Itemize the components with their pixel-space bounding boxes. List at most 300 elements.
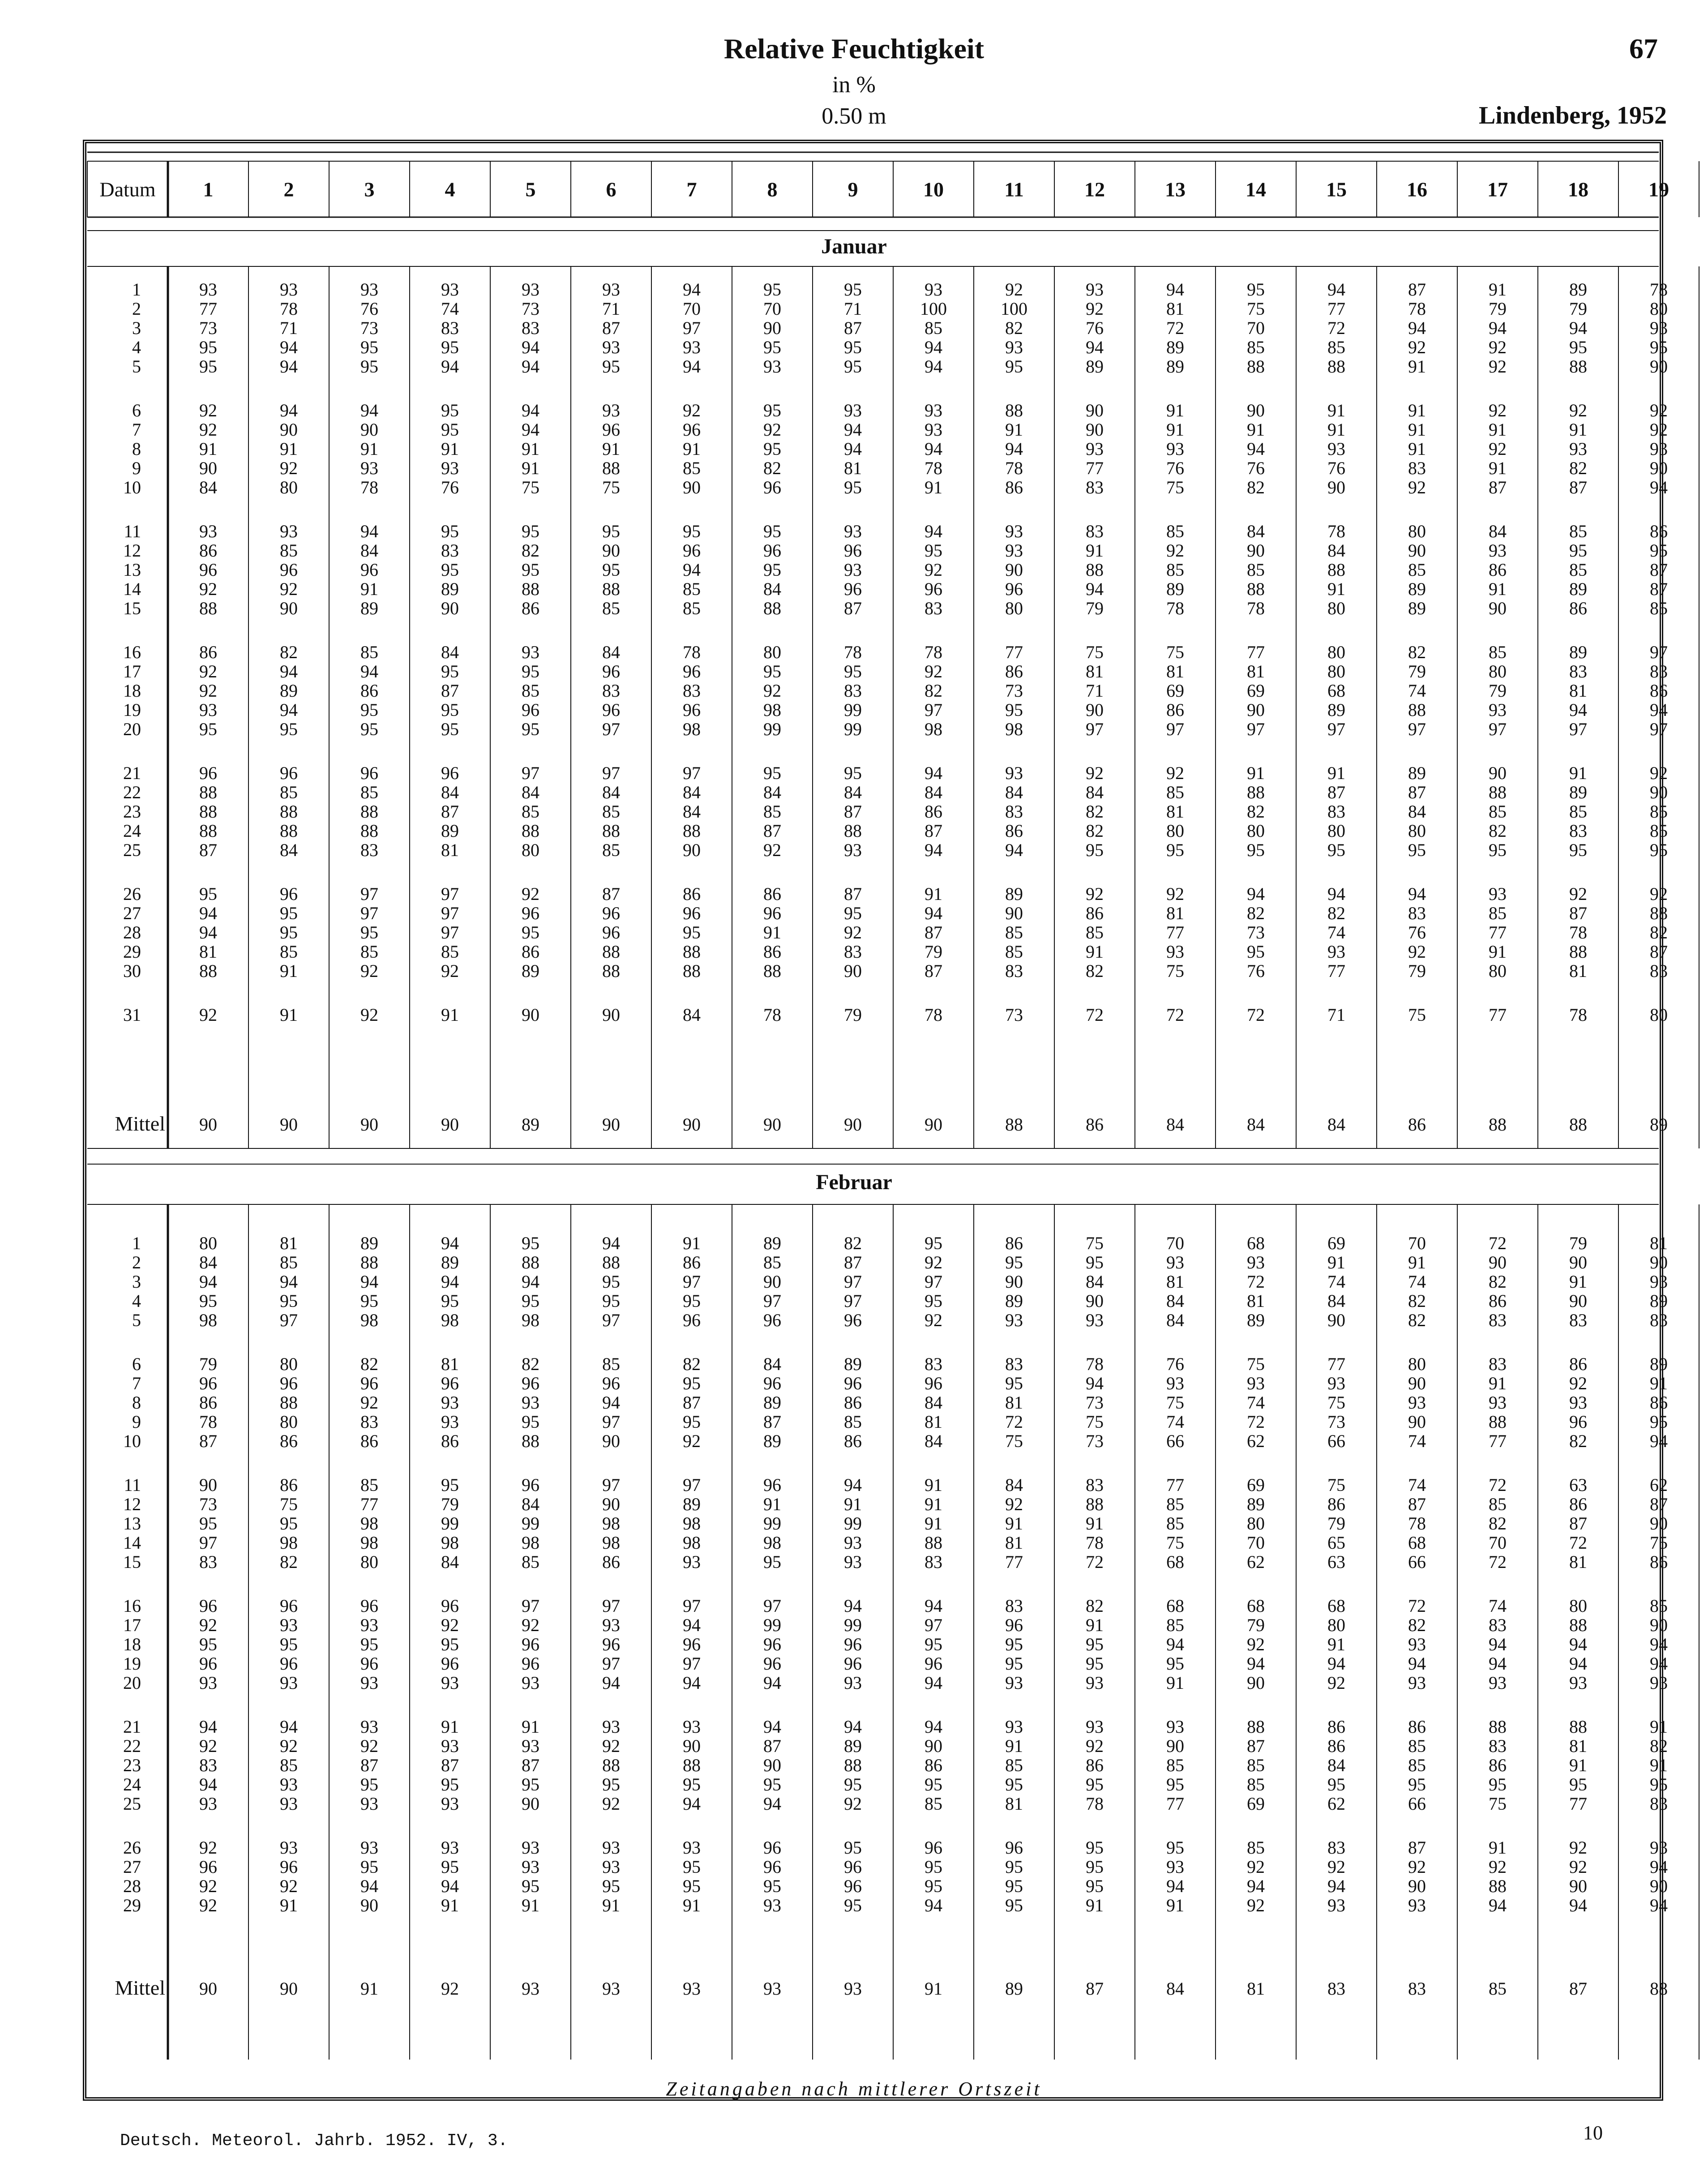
humidity-value: 92 [280,1736,298,1756]
humidity-value: 69 [1327,1233,1345,1253]
humidity-value: 94 [683,1673,701,1693]
humidity-value: 91 [925,884,942,904]
column-header-hour: 14 [1246,178,1266,201]
humidity-value: 95 [199,1513,217,1533]
humidity-value: 95 [360,700,378,720]
humidity-value: 94 [1086,579,1104,599]
humidity-value: 89 [1247,1310,1265,1330]
humidity-value: 92 [1086,763,1104,783]
humidity-value: 95 [1489,840,1507,860]
humidity-value: 97 [441,884,459,904]
humidity-value: 83 [925,1354,942,1374]
humidity-value: 90 [1408,1373,1426,1393]
humidity-value: 81 [1569,1736,1587,1756]
row-day-label: 10 [123,477,141,497]
humidity-value: 88 [602,458,620,478]
humidity-value: 68 [1166,1552,1184,1572]
humidity-value: 88 [1489,1717,1507,1737]
humidity-value: 91 [1005,1513,1023,1533]
humidity-value: 94 [1569,318,1587,338]
humidity-value: 85 [1569,521,1587,541]
humidity-value: 96 [602,420,620,440]
humidity-value: 94 [602,1673,620,1693]
humidity-value: 90 [199,1475,217,1495]
humidity-value: 94 [1247,1876,1265,1896]
humidity-value: 91 [441,439,459,459]
row-day-label: 25 [123,840,141,860]
humidity-value: 85 [1650,821,1668,841]
humidity-value: 96 [683,420,701,440]
humidity-value: 97 [602,1310,620,1330]
humidity-value: 81 [1166,903,1184,923]
humidity-value: 77 [1327,1354,1345,1374]
humidity-value: 85 [1166,560,1184,580]
humidity-value: 92 [360,1005,378,1025]
humidity-value: 85 [1408,1755,1426,1775]
humidity-value: 85 [1569,801,1587,822]
humidity-value: 96 [602,903,620,923]
humidity-value: 96 [280,763,298,783]
hourly-mean-value: 93 [602,1979,620,1999]
humidity-value: 93 [522,1837,539,1858]
humidity-value: 87 [441,801,459,822]
humidity-value: 89 [1569,579,1587,599]
humidity-value: 80 [1408,821,1426,841]
hourly-mean-value: 84 [1247,1114,1265,1135]
humidity-value: 93 [602,337,620,357]
humidity-value: 69 [1166,681,1184,701]
humidity-value: 80 [1327,661,1345,681]
humidity-value: 96 [763,540,781,561]
humidity-value: 75 [1327,1392,1345,1413]
humidity-value: 93 [1569,1673,1587,1693]
humidity-value: 95 [602,1272,620,1292]
humidity-value: 88 [280,821,298,841]
humidity-value: 93 [1650,439,1668,459]
humidity-value: 84 [199,1252,217,1272]
humidity-value: 93 [1247,1252,1265,1272]
humidity-value: 89 [1569,782,1587,802]
humidity-value: 75 [1166,1392,1184,1413]
humidity-value: 72 [1247,1005,1265,1025]
column-header-hour: 16 [1407,178,1427,201]
humidity-value: 86 [1569,1494,1587,1514]
humidity-value: 96 [280,884,298,904]
humidity-value: 93 [1086,279,1104,300]
humidity-value: 94 [1327,884,1345,904]
humidity-value: 97 [683,763,701,783]
humidity-value: 85 [1247,1837,1265,1858]
humidity-value: 93 [1489,540,1507,561]
humidity-value: 84 [683,801,701,822]
humidity-value: 96 [522,1634,539,1654]
humidity-value: 90 [1569,1291,1587,1311]
humidity-value: 90 [1086,1291,1104,1311]
humidity-value: 94 [844,1717,862,1737]
humidity-value: 96 [844,1876,862,1896]
humidity-value: 97 [1569,719,1587,739]
humidity-value: 85 [602,1354,620,1374]
humidity-value: 93 [844,1552,862,1572]
humidity-value: 86 [360,1431,378,1451]
humidity-value: 79 [844,1005,862,1025]
humidity-value: 87 [441,1755,459,1775]
humidity-value: 94 [1569,700,1587,720]
humidity-value: 90 [199,458,217,478]
humidity-value: 97 [522,1596,539,1616]
humidity-value: 95 [1086,1653,1104,1674]
humidity-value: 92 [1086,299,1104,319]
humidity-value: 83 [360,1412,378,1432]
humidity-value: 68 [1166,1596,1184,1616]
humidity-value: 84 [280,840,298,860]
humidity-value: 96 [844,540,862,561]
humidity-value: 95 [360,337,378,357]
humidity-value: 78 [1650,279,1668,300]
humidity-value: 90 [602,540,620,561]
humidity-value: 82 [1489,1272,1507,1292]
humidity-value: 75 [1166,477,1184,497]
humidity-value: 84 [763,579,781,599]
humidity-value: 70 [763,299,781,319]
humidity-value: 81 [199,942,217,962]
humidity-value: 77 [1569,1794,1587,1814]
humidity-value: 93 [1569,439,1587,459]
humidity-value: 69 [1247,1475,1265,1495]
humidity-value: 92 [1327,1857,1345,1877]
row-day-label: 15 [123,598,141,618]
humidity-value: 95 [925,1233,942,1253]
humidity-value: 86 [1650,1552,1668,1572]
humidity-value: 96 [441,1596,459,1616]
humidity-value: 95 [763,337,781,357]
humidity-value: 90 [844,961,862,981]
humidity-value: 90 [1650,1252,1668,1272]
humidity-value: 83 [844,681,862,701]
humidity-value: 80 [280,477,298,497]
humidity-value: 79 [1086,598,1104,618]
humidity-value: 75 [1489,1794,1507,1814]
humidity-value: 76 [1327,458,1345,478]
humidity-value: 91 [1489,420,1507,440]
humidity-value: 95 [360,719,378,739]
humidity-value: 78 [1408,299,1426,319]
humidity-value: 93 [1166,942,1184,962]
humidity-value: 88 [602,961,620,981]
humidity-value: 96 [360,1373,378,1393]
humidity-value: 95 [199,884,217,904]
humidity-value: 76 [360,299,378,319]
hourly-mean-value: 90 [683,1114,701,1135]
humidity-value: 82 [522,540,539,561]
humidity-value: 94 [522,356,539,377]
humidity-value: 62 [1650,1475,1668,1495]
humidity-value: 72 [1086,1005,1104,1025]
humidity-value: 96 [522,903,539,923]
humidity-value: 88 [1247,356,1265,377]
humidity-value: 82 [1086,801,1104,822]
humidity-value: 96 [844,1857,862,1877]
humidity-value: 94 [1327,279,1345,300]
humidity-value: 90 [360,1895,378,1915]
humidity-value: 90 [1569,1876,1587,1896]
humidity-value: 86 [199,540,217,561]
row-day-label: 28 [123,922,141,942]
humidity-value: 84 [1086,1272,1104,1292]
humidity-value: 88 [1247,579,1265,599]
humidity-value: 91 [1650,1373,1668,1393]
humidity-value: 89 [1569,279,1587,300]
humidity-value: 69 [1247,1794,1265,1814]
humidity-value: 95 [522,1774,539,1795]
hourly-mean-value: 87 [1086,1979,1104,1999]
humidity-value: 96 [763,477,781,497]
humidity-value: 95 [1086,1252,1104,1272]
humidity-value: 94 [199,1717,217,1737]
row-day-label: 14 [123,1533,141,1553]
humidity-value: 85 [683,458,701,478]
humidity-value: 80 [522,840,539,860]
humidity-value: 84 [441,782,459,802]
row-day-label: 1 [132,279,141,300]
humidity-value: 87 [441,681,459,701]
humidity-value: 93 [1247,1373,1265,1393]
hourly-mean-value: 90 [199,1979,217,1999]
humidity-value: 96 [199,1373,217,1393]
row-day-label: 27 [123,1857,141,1877]
humidity-value: 83 [360,840,378,860]
humidity-value: 92 [844,922,862,942]
humidity-value: 89 [1166,337,1184,357]
humidity-value: 95 [441,420,459,440]
humidity-value: 68 [1327,1596,1345,1616]
humidity-value: 84 [1327,1291,1345,1311]
humidity-value: 95 [441,1475,459,1495]
humidity-value: 90 [522,1005,539,1025]
humidity-value: 92 [925,661,942,681]
humidity-value: 93 [1166,439,1184,459]
humidity-value: 97 [1086,719,1104,739]
humidity-value: 87 [763,821,781,841]
humidity-value: 95 [602,1876,620,1896]
humidity-value: 96 [602,922,620,942]
humidity-value: 91 [1408,356,1426,377]
hourly-mean-value: 84 [1327,1114,1345,1135]
humidity-value: 84 [1408,801,1426,822]
humidity-value: 94 [925,763,942,783]
humidity-value: 86 [1166,700,1184,720]
humidity-value: 92 [1005,279,1023,300]
sheet-number: 10 [1583,2122,1603,2144]
humidity-value: 93 [441,279,459,300]
humidity-value: 96 [360,1653,378,1674]
humidity-value: 91 [1005,1736,1023,1756]
humidity-value: 89 [1650,1354,1668,1374]
humidity-value: 90 [360,420,378,440]
humidity-value: 85 [1489,801,1507,822]
humidity-value: 82 [1489,821,1507,841]
humidity-value: 76 [1247,458,1265,478]
humidity-value: 94 [1569,1895,1587,1915]
row-day-label: 8 [132,439,141,459]
humidity-value: 94 [602,1233,620,1253]
humidity-value: 91 [1247,763,1265,783]
humidity-value: 85 [925,318,942,338]
humidity-value: 93 [1166,1717,1184,1737]
page-number: 67 [1629,33,1658,64]
humidity-value: 77 [1489,1005,1507,1025]
humidity-value: 68 [1247,1596,1265,1616]
humidity-value: 96 [683,700,701,720]
humidity-value: 93 [522,642,539,662]
humidity-value: 92 [1247,1634,1265,1654]
humidity-value: 96 [925,1837,942,1858]
humidity-value: 86 [1005,1233,1023,1253]
humidity-value: 73 [1086,1431,1104,1451]
humidity-value: 87 [1650,1494,1668,1514]
humidity-value: 92 [1489,337,1507,357]
humidity-value: 79 [1408,661,1426,681]
humidity-value: 91 [763,922,781,942]
humidity-value: 91 [1327,1252,1345,1272]
humidity-value: 91 [1327,579,1345,599]
humidity-value: 75 [1166,642,1184,662]
humidity-value: 93 [602,400,620,420]
humidity-value: 97 [360,884,378,904]
humidity-value: 85 [280,540,298,561]
humidity-value: 91 [1650,1717,1668,1737]
humidity-value: 75 [1327,1475,1345,1495]
humidity-value: 68 [1327,681,1345,701]
humidity-value: 93 [199,1673,217,1693]
humidity-value: 86 [280,1431,298,1451]
humidity-value: 96 [925,1653,942,1674]
humidity-value: 85 [1569,560,1587,580]
humidity-value: 89 [1327,700,1345,720]
humidity-value: 88 [1569,356,1587,377]
humidity-value: 98 [522,1310,539,1330]
humidity-value: 88 [1569,942,1587,962]
humidity-value: 94 [925,521,942,541]
humidity-value: 95 [1086,840,1104,860]
humidity-value: 84 [522,1494,539,1514]
humidity-value: 96 [763,1373,781,1393]
humidity-value: 95 [1086,1634,1104,1654]
mittel-row-label: Mittel [115,1976,165,1999]
humidity-value: 95 [844,477,862,497]
humidity-value: 93 [1489,884,1507,904]
humidity-value: 94 [925,1596,942,1616]
humidity-value: 92 [1408,477,1426,497]
humidity-value: 68 [1247,1233,1265,1253]
humidity-value: 79 [199,1354,217,1374]
humidity-value: 93 [1005,1717,1023,1737]
humidity-value: 95 [1086,1876,1104,1896]
humidity-value: 91 [1005,420,1023,440]
humidity-value: 94 [683,1615,701,1635]
humidity-value: 82 [1247,801,1265,822]
humidity-value: 91 [360,579,378,599]
humidity-value: 88 [522,1431,539,1451]
humidity-value: 65 [1327,1533,1345,1553]
humidity-value: 85 [280,1252,298,1272]
humidity-value: 95 [925,1857,942,1877]
row-day-label: 29 [123,1895,141,1915]
row-day-label: 26 [123,884,141,904]
humidity-value: 93 [1005,540,1023,561]
humidity-value: 93 [683,1717,701,1737]
humidity-value: 96 [683,903,701,923]
row-day-label: 2 [132,1252,141,1272]
humidity-value: 89 [441,821,459,841]
humidity-value: 88 [763,961,781,981]
humidity-value: 87 [1327,782,1345,802]
humidity-value: 93 [360,1673,378,1693]
humidity-value: 94 [1489,1653,1507,1674]
humidity-value: 88 [1489,1876,1507,1896]
humidity-value: 95 [360,356,378,377]
humidity-value: 85 [522,1552,539,1572]
humidity-value: 75 [1650,1533,1668,1553]
humidity-value: 90 [280,598,298,618]
humidity-value: 80 [1408,521,1426,541]
humidity-value: 70 [683,299,701,319]
humidity-value: 99 [763,719,781,739]
humidity-value: 95 [683,1774,701,1795]
humidity-value: 85 [925,1794,942,1814]
humidity-value: 95 [1086,1837,1104,1858]
humidity-value: 80 [1247,1513,1265,1533]
humidity-value: 90 [1166,1736,1184,1756]
humidity-value: 95 [763,521,781,541]
humidity-value: 90 [1247,400,1265,420]
humidity-value: 92 [199,1005,217,1025]
humidity-value: 89 [763,1392,781,1413]
humidity-value: 89 [683,1494,701,1514]
humidity-value: 92 [280,1876,298,1896]
humidity-value: 81 [1166,661,1184,681]
humidity-value: 93 [602,1615,620,1635]
humidity-value: 85 [360,782,378,802]
height-label: 0.50 m [822,103,886,129]
humidity-value: 93 [1408,1392,1426,1413]
humidity-value: 88 [602,1755,620,1775]
humidity-value: 92 [683,400,701,420]
humidity-value: 68 [1408,1533,1426,1553]
humidity-value: 77 [199,299,217,319]
humidity-value: 93 [844,400,862,420]
humidity-value: 95 [1005,1895,1023,1915]
humidity-value: 88 [683,961,701,981]
humidity-value: 87 [1650,579,1668,599]
humidity-value: 95 [360,922,378,942]
humidity-value: 94 [280,1717,298,1737]
humidity-value: 95 [763,763,781,783]
humidity-value: 94 [925,1673,942,1693]
humidity-value: 77 [1166,922,1184,942]
humidity-value: 85 [360,942,378,962]
humidity-value: 94 [1005,840,1023,860]
humidity-value: 88 [199,821,217,841]
column-header-hour: 9 [848,178,858,201]
humidity-value: 95 [1327,1774,1345,1795]
humidity-value: 70 [1247,1533,1265,1553]
humidity-value: 92 [1408,1857,1426,1877]
humidity-value: 95 [441,1291,459,1311]
humidity-value: 96 [199,763,217,783]
humidity-value: 91 [280,1005,298,1025]
humidity-value: 72 [1166,1005,1184,1025]
